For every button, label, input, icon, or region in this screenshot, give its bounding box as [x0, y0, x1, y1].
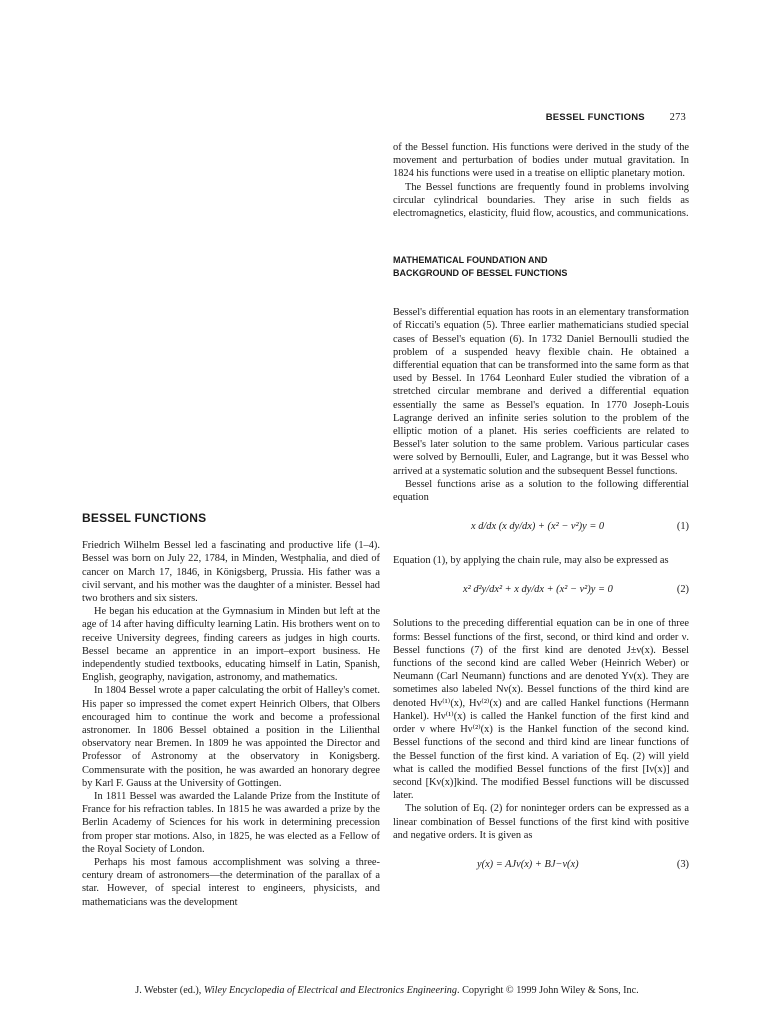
paragraph: Solutions to the preceding differential equation can be in one of three forms: Bessel functions of the first, second, or third kind and order ν. Bessel functions (7) of the first kind are denoted J±ν(x). Bessel functions of the second kind are called Weber (Heinrich Weber) or Neumann (Carl Neumann) functions and are denoted Yν(x). They are sometimes also labeled Nν(x). Bessel functions of the third kind are denoted Hν⁽¹⁾(x), Hν⁽²⁾(x) and are called Hankel functions (Hermann Hankel). Hν⁽¹⁾(x) is called the Hankel function of the first kind and order ν where Hν⁽²⁾(x) is the Hankel function of the second kind. Bessel functions of the second and third kind are linear functions of the Bessel function of the first kind. A variation of Eq. (2) will yield what is called the modified Bessel functions of the first [Iν(x)] and second [Kν(x)]kind. The modified Bessel functions will be discussed later.: [393, 618, 689, 802]
paragraph: In 1804 Bessel wrote a paper calculating the orbit of Halley's comet. His paper so impressed the comet expert Heinrich Olbers, that Olbers encouraged him to continue the work and become a professional astronomer. In 1806 Bessel obtained a position in the Lilienthal observatory near Bremen. In 1809 he was appointed the Director and Professor of Astronomy at the observatory in Konigsberg. Commensurate with the position, he was awarded an honorary degree by Karl F. Gauss at the University of Gottingen.: [82, 685, 380, 789]
paragraph: Perhaps his most famous accomplishment was solving a three-century dream of astronomers—the determination of the parallax of a star. However, of special interest to engineers, physicists, and mathematicians was the development: [82, 857, 380, 908]
paragraph: Equation (1), by applying the chain rule, may also be expressed as: [393, 555, 669, 567]
equation-number: (3): [676, 858, 689, 870]
paragraph: Bessel functions arise as a solution to the following differential equation: [393, 478, 689, 504]
section-heading-line: MATHEMATICAL FOUNDATION AND: [393, 255, 548, 266]
equation-2: [393, 579, 689, 603]
equation-body: y(x) = AJν(x) + BJ−ν(x): [477, 858, 579, 870]
equation-number: (1): [676, 521, 689, 533]
footer-publication: Wiley Encyclopedia of Electrical and Electronics Engineering: [203, 985, 457, 996]
article-title: BESSEL FUNCTIONS: [82, 511, 207, 525]
paragraph: Friedrich Wilhelm Bessel led a fascinating and productive life (1–4). Bessel was born on July 22, 1784, in Minden, Westphalia, and died of cancer on March 17, 1846, in Königsberg, Prussia. His father was a civil servant, and his mother was the daughter of a minister. Bessel had two brothers and six sisters.: [82, 540, 380, 605]
section-heading-line: BACKGROUND OF BESSEL FUNCTIONS: [393, 268, 568, 279]
equation-body: x² d²y/dx² + x dy/dx + (x² − ν²)y = 0: [463, 584, 613, 596]
right-column: [393, 141, 689, 892]
paragraph: Bessel's differential equation has roots in an elementary transformation of Riccati's equation (5). Three earlier mathematicians studied special cases of Bessel's equation (6). In 1732 Daniel Bernoulli studied the problem of a suspended heavy flexible chain. He obtained a differential equation that can be transformed into the same form as that used by Bessel. In 1764 Leonhard Euler studied the vibration of a stretched circular membrane and derived a differential equation essentially the same as Bessel's equation. In 1770 Joseph-Louis Lagrange derived an infinite series solution to the problem of the elliptic motion of a planet. His series coefficients are related to Bessel's later solution to the same problem. Various particular cases were solved by Bernoulli, Euler, and Lagrange, but it was Bessel who arrived at a systematic solution and the subsequent Bessel functions.: [393, 307, 689, 477]
running-head-title: BESSEL FUNCTIONS: [545, 112, 645, 123]
copyright-footer: [82, 985, 692, 996]
equation-3: [393, 854, 689, 878]
equation-1: [393, 516, 689, 540]
equation-body: x d/dx (x dy/dx) + (x² − ν²)y = 0: [471, 521, 605, 533]
page-number: 273: [669, 112, 686, 123]
paragraph: The solution of Eq. (2) for noninteger orders can be expressed as a linear combination of Bessel functions of the first kind with positive and negative orders. It is given as: [393, 803, 689, 841]
paragraph: The Bessel functions are frequently found in problems involving circular cylindrical boundaries. They arise in such fields as electromagnetics, elasticity, fluid flow, acoustics, and communications.: [393, 181, 689, 220]
left-column: [82, 512, 380, 909]
footer-copyright: . Copyright © 1999 John Wiley & Sons, Inc.: [456, 985, 639, 996]
section-heading: [393, 254, 689, 280]
running-head: [546, 112, 686, 123]
paragraph: of the Bessel function. His functions were derived in the study of the movement and perturbation of bodies under mutual gravitation. In 1824 his functions were used in a treatise on elliptic planetary motion.: [393, 142, 689, 180]
paragraph: In 1811 Bessel was awarded the Lalande Prize from the Institute of France for his refraction tables. In 1815 he was awarded a prize by the Berlin Academy of Sciences for his work in determining precession from proper star motions. Also, in 1825, he was elected as a Fellow of the Royal Society of London.: [82, 791, 380, 855]
footer-editor: J. Webster (ed.),: [135, 985, 204, 996]
equation-number: (2): [676, 584, 689, 596]
paragraph: He began his education at the Gymnasium in Minden but left at the age of 14 after having difficulty learning Latin. His brothers went on to receive University degrees, finding careers as judges in high courts. Bessel became an apprentice in an import–export business. He independently studied textbooks, educating himself in Latin, Spanish, English, geography, navigation, astronomy, and mathematics.: [82, 606, 380, 684]
